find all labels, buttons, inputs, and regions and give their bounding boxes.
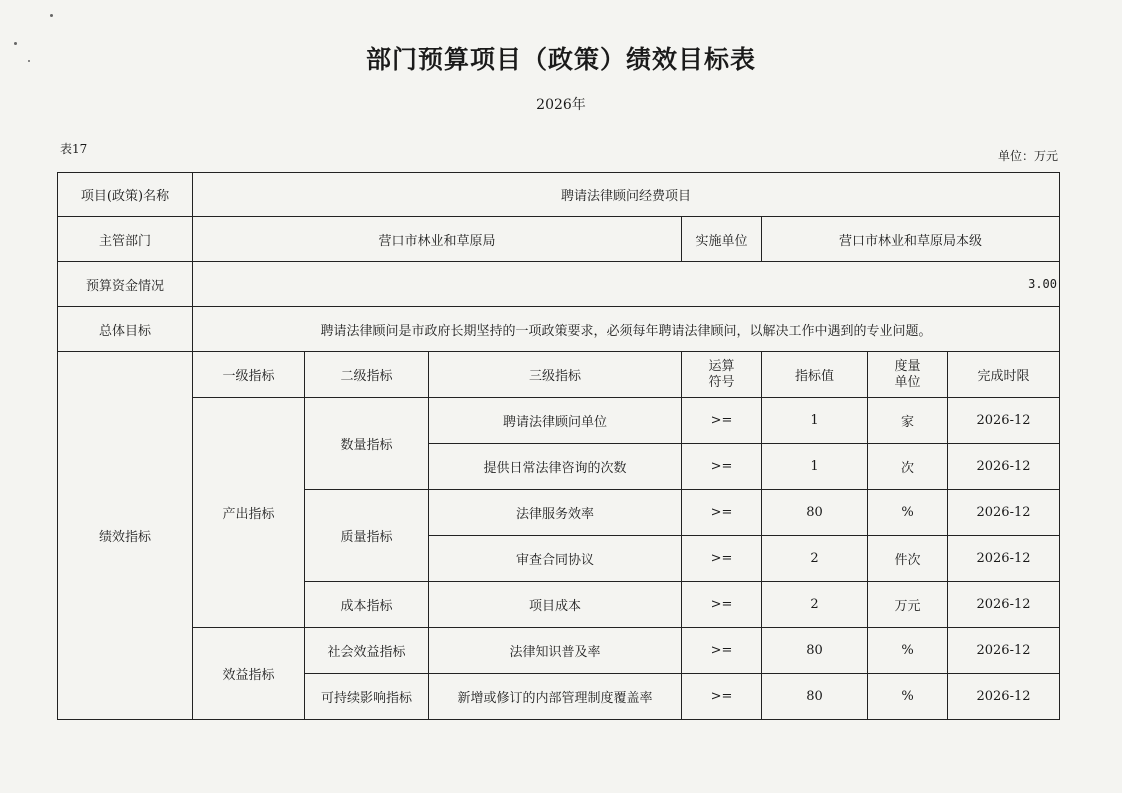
budget-label: 预算资金情况: [58, 262, 193, 307]
column-header-level3: 三级指标: [429, 352, 682, 398]
budget-value: 3.00: [193, 262, 1060, 307]
column-header-unit-line2: 单位: [894, 374, 921, 390]
deadline-cell: 2026-12: [948, 628, 1060, 674]
value-cell: 2: [762, 536, 868, 582]
operator-cell: >=: [682, 582, 762, 628]
operator-cell: >=: [682, 444, 762, 490]
implementing-unit-label: 实施单位: [682, 217, 762, 262]
unit-cell: %: [868, 628, 948, 674]
deadline-cell: 2026-12: [948, 582, 1060, 628]
group-quantity-indicators: 数量指标: [305, 398, 429, 490]
level3-cell: 审查合同协议: [429, 536, 682, 582]
operator-cell: >=: [682, 674, 762, 720]
table-number: 表17: [60, 142, 88, 156]
value-cell: 80: [762, 628, 868, 674]
level3-cell: 提供日常法律咨询的次数: [429, 444, 682, 490]
unit-cell: 件次: [868, 536, 948, 582]
implementing-unit-value: 营口市林业和草原局本级: [762, 217, 1060, 262]
operator-cell: >=: [682, 536, 762, 582]
group-quality-indicators: 质量指标: [305, 490, 429, 582]
group-benefit-indicators: 效益指标: [193, 628, 305, 720]
unit-label: 单位：万元: [997, 149, 1058, 163]
year-label: 2026年: [536, 97, 586, 113]
value-cell: 80: [762, 674, 868, 720]
value-cell: 1: [762, 398, 868, 444]
deadline-cell: 2026-12: [948, 398, 1060, 444]
column-header-operator: [682, 352, 762, 398]
unit-cell: 万元: [868, 582, 948, 628]
column-header-level1: 一级指标: [193, 352, 305, 398]
performance-target-table: [57, 172, 1060, 720]
column-header-operator-line2: 符号: [708, 374, 735, 390]
deadline-cell: 2026-12: [948, 490, 1060, 536]
operator-cell: >=: [682, 628, 762, 674]
project-name-label: 项目(政策)名称: [58, 173, 193, 217]
column-header-deadline: 完成时限: [948, 352, 1060, 398]
column-header-level2: 二级指标: [305, 352, 429, 398]
unit-cell: 次: [868, 444, 948, 490]
group-output-indicators: 产出指标: [193, 398, 305, 628]
column-header-operator-line1: 运算: [708, 358, 735, 374]
unit-cell: %: [868, 674, 948, 720]
deadline-cell: 2026-12: [948, 444, 1060, 490]
column-header-unit: [868, 352, 948, 398]
overall-goal-value: 聘请法律顾问是市政府长期坚持的一项政策要求，必须每年聘请法律顾问，以解决工作中遇到的专业问题。: [193, 307, 1060, 352]
overall-goal-label: 总体目标: [58, 307, 193, 352]
table-row: [58, 628, 1060, 674]
operator-cell: >=: [682, 398, 762, 444]
group-sustainable-impact-indicators: 可持续影响指标: [305, 674, 429, 720]
unit-cell: %: [868, 490, 948, 536]
project-name-value: 聘请法律顾问经费项目: [193, 173, 1060, 217]
unit-cell: 家: [868, 398, 948, 444]
deadline-cell: 2026-12: [948, 674, 1060, 720]
level3-cell: 聘请法律顾问单位: [429, 398, 682, 444]
level3-cell: 新增或修订的内部管理制度覆盖率: [429, 674, 682, 720]
scan-speck: [50, 14, 53, 17]
group-cost-indicators: 成本指标: [305, 582, 429, 628]
department-value: 营口市林业和草原局: [193, 217, 682, 262]
operator-cell: >=: [682, 490, 762, 536]
performance-indicators-label: 绩效指标: [58, 352, 193, 720]
column-header-value: 指标值: [762, 352, 868, 398]
group-social-benefit-indicators: 社会效益指标: [305, 628, 429, 674]
deadline-cell: 2026-12: [948, 536, 1060, 582]
value-cell: 80: [762, 490, 868, 536]
column-header-unit-line1: 度量: [894, 358, 921, 374]
page-title: 部门预算项目（政策）绩效目标表: [365, 45, 756, 74]
level3-cell: 法律服务效率: [429, 490, 682, 536]
table-row: [58, 398, 1060, 444]
department-label: 主管部门: [58, 217, 193, 262]
value-cell: 1: [762, 444, 868, 490]
value-cell: 2: [762, 582, 868, 628]
level3-cell: 项目成本: [429, 582, 682, 628]
level3-cell: 法律知识普及率: [429, 628, 682, 674]
